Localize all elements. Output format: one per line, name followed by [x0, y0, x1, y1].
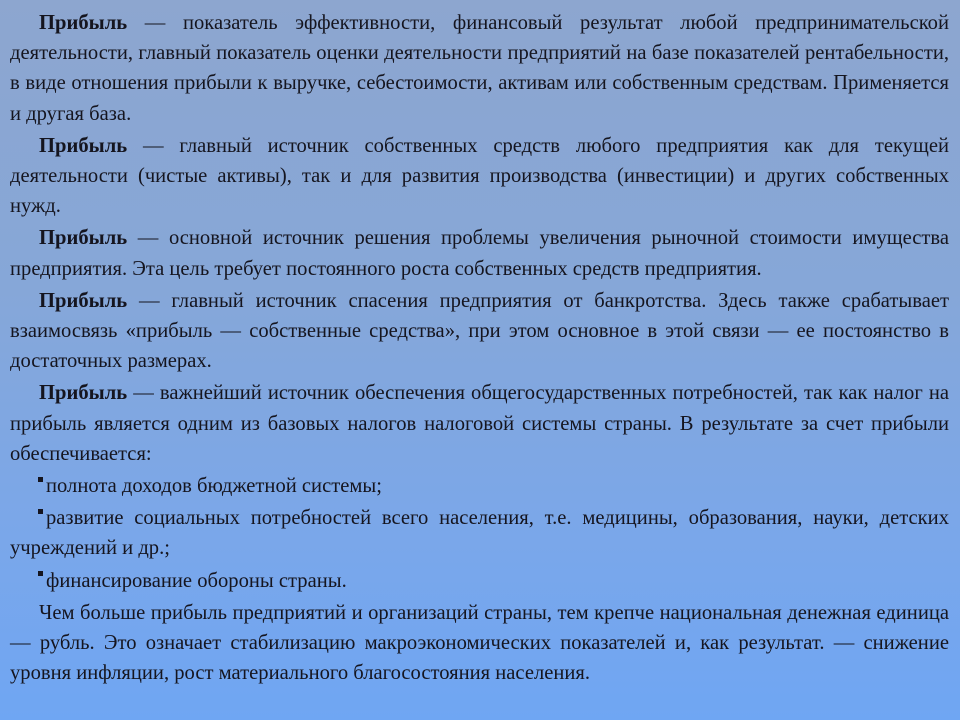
profit-paragraph-4 [10, 286, 949, 377]
term: Прибыль [39, 382, 128, 405]
paragraph-text: — важнейший источник обеспечения общегосударственных потребностей, так как налог на прибыль является одним из базовых налогов налоговой системы страны. В результате за счет прибыли обеспечивается: [10, 382, 949, 465]
paragraph-text: — главный источник собственных средств любого предприятия как для текущей деятельности (чистые активы), так и для развития производства (инвестиции) и других собственных нужд. [10, 134, 949, 218]
profit-paragraph-3 [10, 223, 949, 283]
term: Прибыль [39, 134, 128, 157]
paragraph-text: — главный источник спасения предприятия от банкротства. Здесь также срабатывает взаимосвязь «прибыль — собственные средства», при этом основное в этой связи — ее постоянство в достаточных размерах. [10, 289, 949, 373]
square-bullet-icon [38, 509, 43, 514]
profit-paragraph-1 [10, 8, 949, 129]
square-bullet-icon [38, 571, 43, 576]
bullet-item-3 [10, 566, 949, 596]
term: Прибыль [39, 289, 128, 312]
bullet-text: финансирование обороны страны. [46, 569, 347, 592]
bullet-item-2 [10, 503, 949, 563]
profit-paragraph-2 [10, 131, 949, 222]
conclusion-paragraph: Чем больше прибыль предприятий и организаций страны, тем крепче национальная денежная единица — рубль. Это означает стабилизацию макроэкономических показателей и, как результат. — снижение уровня инфляции, рост материального благосостояния населения. [10, 601, 949, 685]
paragraph-text: — основной источник решения проблемы увеличения рыночной стоимости имущества предприятия. Эта цель требует постоянного роста собственных средств предприятия. [10, 227, 949, 280]
paragraph-text: — показатель эффективности, финансовый результат любой предпринимательской деятельности, главный показатель оценки деятельности предприятий на базе показателей рентабельности, в виде отношения прибыли к выручке, себестоимости, активам или собственным средствам. Применяется и другая база. [10, 12, 949, 125]
term: Прибыль [39, 12, 128, 34]
square-bullet-icon [38, 477, 43, 482]
term: Прибыль [39, 227, 128, 250]
bullet-item-1 [10, 471, 949, 501]
bullet-text: развитие социальных потребностей всего населения, т.е. медицины, образования, науки, детских учреждений и др.; [10, 507, 949, 560]
profit-paragraph-5 [10, 378, 949, 469]
bullet-text: полнота доходов бюджетной системы; [46, 475, 382, 498]
